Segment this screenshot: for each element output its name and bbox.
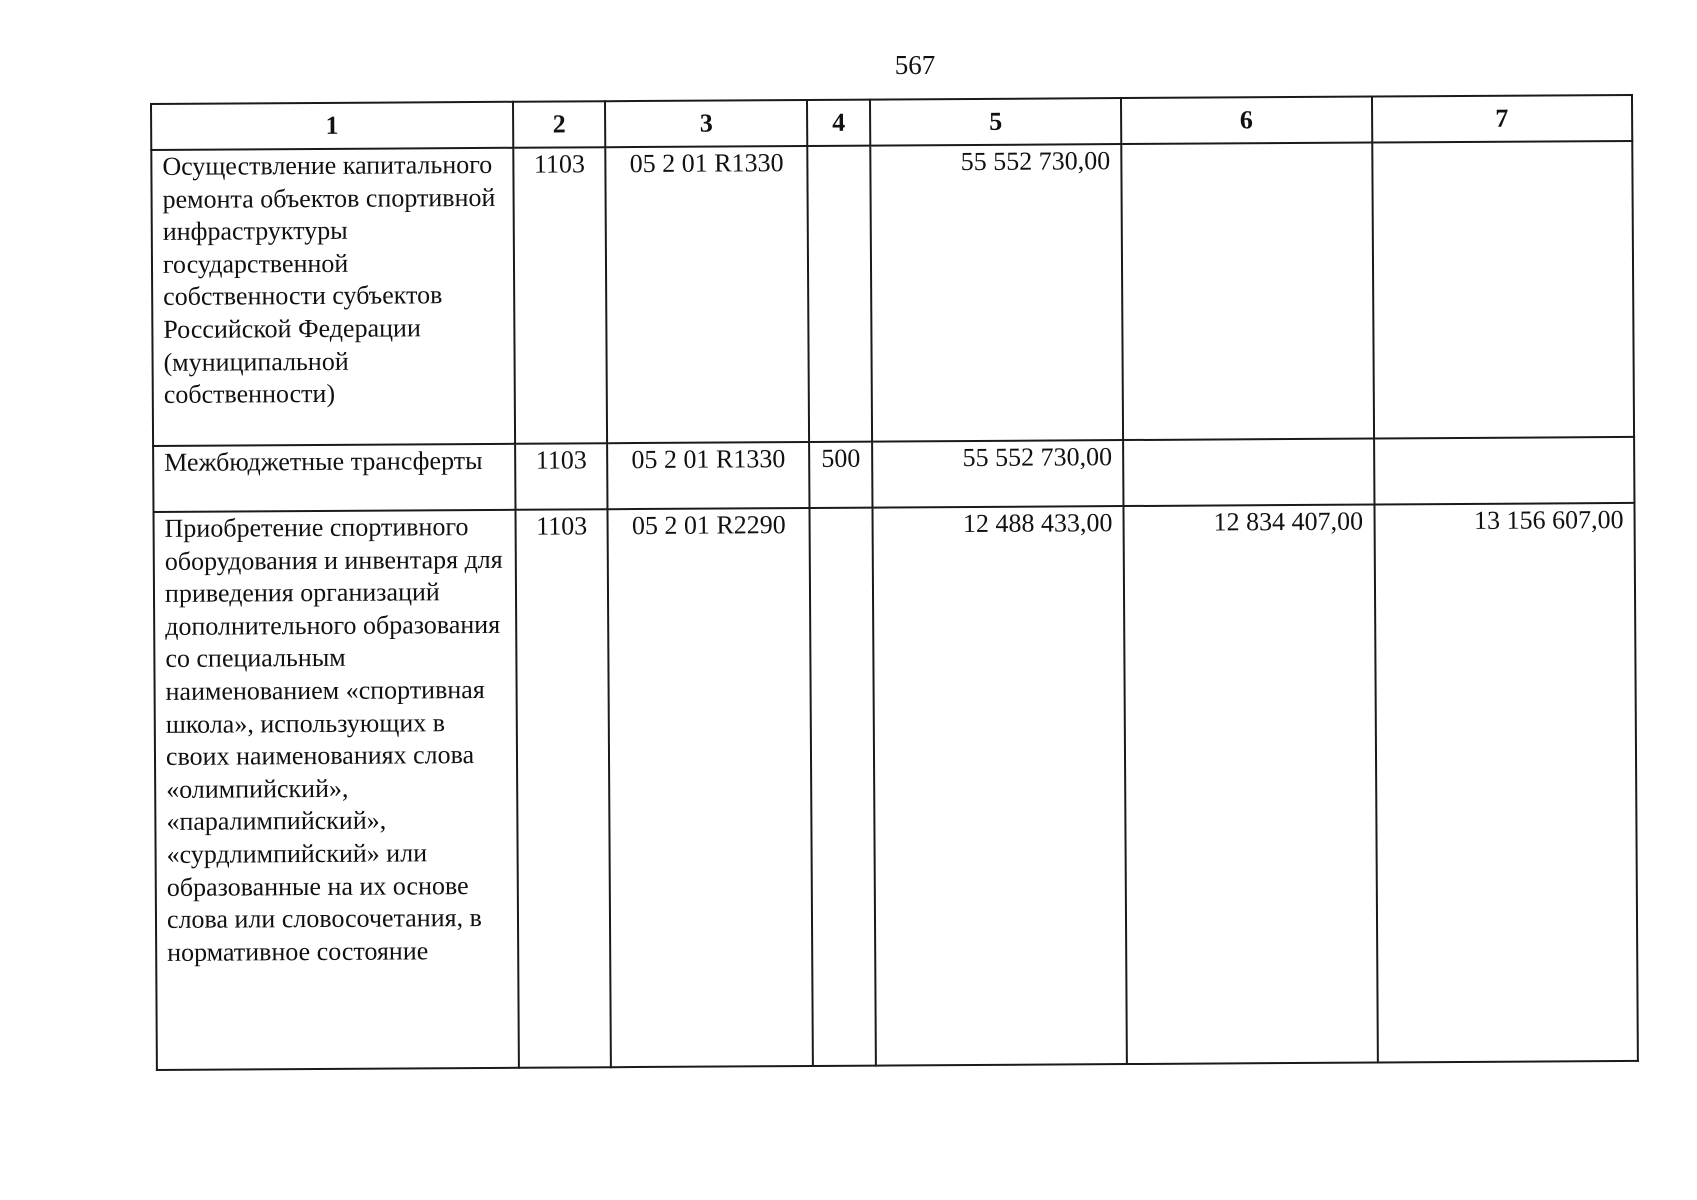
row-name-cell: Осуществление капитального ремонта объектов спортивной инфраструктуры государственной собственности субъектов Российской Федерации (муниципальной собственности): [151, 148, 515, 446]
row-col5-cell: 12 488 433,00: [873, 506, 1127, 1066]
page-number-text: 567: [894, 50, 936, 80]
table-row: [151, 141, 1634, 446]
row-code-cell: 05 2 01 R1330: [606, 146, 809, 443]
row-col6-cell: [1123, 439, 1374, 507]
header-col-2: 2: [513, 101, 606, 148]
row-type-cell: 500: [809, 442, 873, 508]
row-section-cell: 1103: [513, 147, 607, 444]
row-name-cell: Приобретение спортивного оборудования и инвентаря для приведения организаций дополнительного образования со специальным наименованием «спортивная школа», использующих в своих наименованиях слова «олимпийский», «паралимпийский», «сурдлимпийский» или образованные на их основе слова или словосочетания, в нормативное состояние: [153, 510, 518, 1070]
row-col7-cell: [1372, 141, 1634, 439]
row-col7-cell: [1374, 437, 1635, 505]
row-name-cell: Межбюджетные трансферты: [153, 444, 515, 512]
header-col-3: 3: [605, 100, 807, 147]
row-col5-cell: 55 552 730,00: [870, 144, 1122, 442]
row-type-cell: [807, 146, 872, 442]
row-col5-cell: 55 552 730,00: [872, 440, 1123, 508]
header-col-5: 5: [870, 98, 1121, 146]
header-col-6: 6: [1121, 97, 1372, 145]
row-col7-cell: 13 156 607,00: [1374, 503, 1638, 1063]
row-type-cell: [810, 508, 877, 1066]
row-col6-cell: [1121, 143, 1373, 441]
header-col-7: 7: [1371, 95, 1632, 143]
page-number: [0, 50, 1697, 81]
row-code-cell: 05 2 01 R2290: [608, 508, 813, 1067]
budget-table: [150, 94, 1639, 1071]
table-row: [153, 503, 1637, 1070]
row-code-cell: 05 2 01 R1330: [608, 442, 810, 509]
header-col-1: 1: [151, 102, 513, 150]
header-col-4: 4: [807, 100, 870, 146]
row-section-cell: 1103: [515, 443, 608, 510]
row-col6-cell: 12 834 407,00: [1123, 505, 1377, 1065]
table-row: [153, 437, 1634, 512]
row-section-cell: 1103: [515, 509, 611, 1068]
